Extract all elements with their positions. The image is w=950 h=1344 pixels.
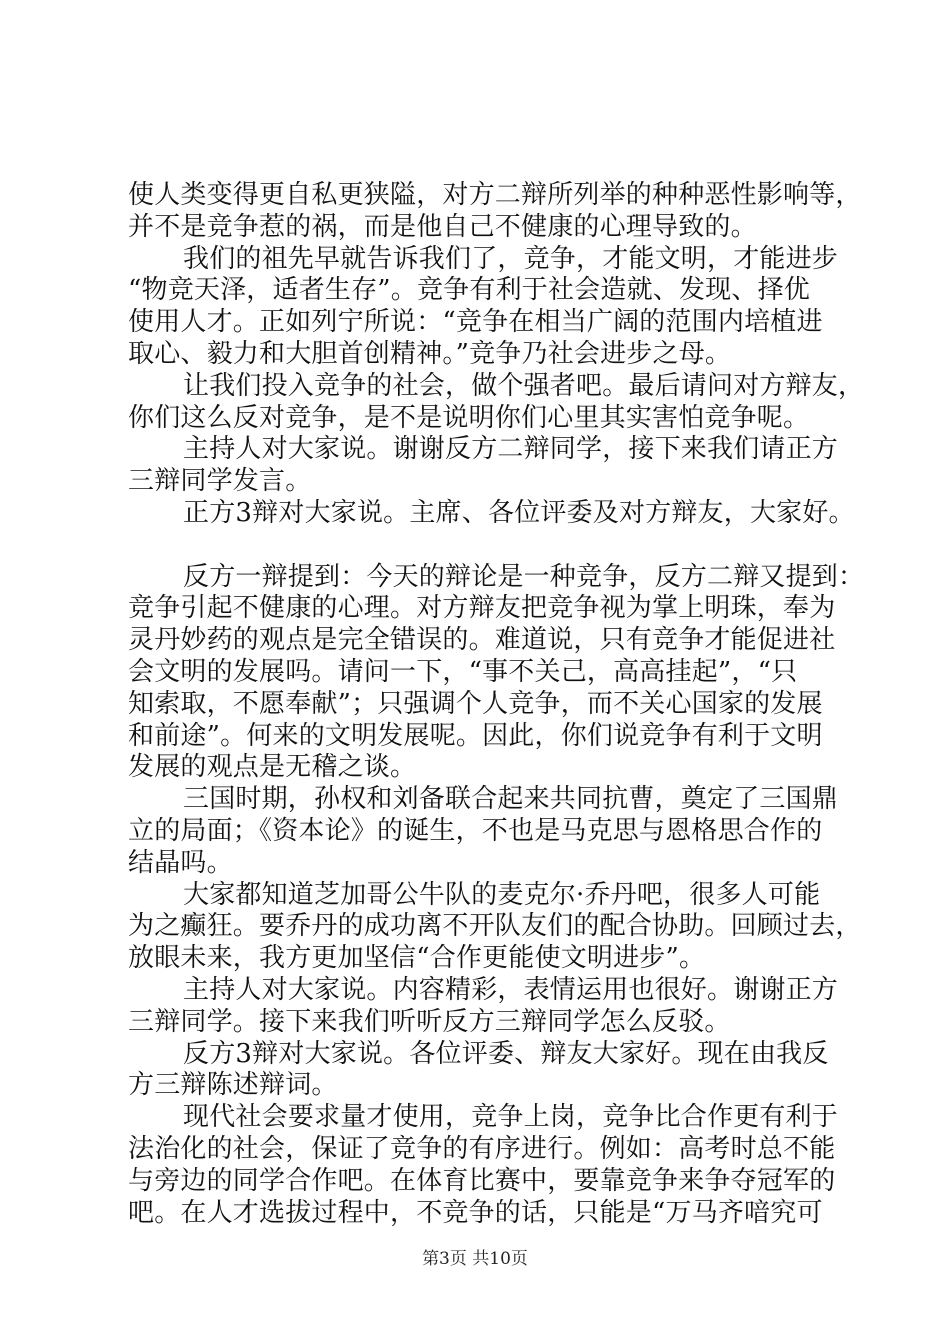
text-line: 三辩同学发言。 — [128, 466, 312, 497]
text-line: 并不是竞争惹的祸，而是他自己不健康的心理导致的。 — [128, 211, 757, 242]
text-line: 主持人对大家说。内容精彩，表情运用也很好。谢谢正方 — [183, 974, 839, 1005]
text-line: 反方一辩提到：今天的辩论是一种竞争，反方二辩又提到： — [183, 561, 865, 592]
text-line: 灵丹妙药的观点是完全错误的。难道说，只有竞争才能促进社 — [128, 625, 836, 656]
text-line: 使人类变得更自私更狭隘，对方二辩所列举的种种恶性影响等， — [128, 180, 862, 210]
text-line: 和前途”。何来的文明发展呢。因此，你们说竞争有利于文明 — [128, 720, 823, 751]
text-line: 三国时期，孙权和刘备联合起来共同抗曹，奠定了三国鼎 — [183, 784, 839, 815]
text-line: 知索取，不愿奉献”；只强调个人竞争，而不关心国家的发展 — [128, 688, 823, 719]
text-line: 主持人对大家说。谢谢反方二辩同学，接下来我们请正方 — [183, 434, 839, 465]
text-line: “物竞天泽，适者生存”。竞争有利于社会造就、发现、择优 — [128, 275, 810, 306]
text-line: 我们的祖先早就告诉我们了，竞争，才能文明，才能进步 — [183, 243, 839, 274]
text-line: 方三辩陈述辩词。 — [128, 1070, 338, 1101]
text-line: 让我们投入竞争的社会，做个强者吧。最后请问对方辩友， — [183, 370, 865, 401]
document-body — [128, 180, 865, 1229]
text-line: 你们这么反对竞争，是不是说明你们心里其实害怕竞争呢。 — [128, 402, 810, 433]
blank-line — [128, 530, 848, 562]
text-line: 放眼未来，我方更加坚信“合作更能使文明进步”。 — [128, 943, 706, 974]
text-line: 正方3辩对大家说。主席、各位评委及对方辩友，大家好。 — [183, 497, 855, 528]
text-line: 取心、毅力和大胆首创精神。”竞争乃社会进步之母。 — [128, 338, 732, 369]
text-line: 使用人才。正如列宁所说：“竞争在相当广阔的范围内培植进 — [128, 307, 823, 338]
text-line: 立的局面；《资本论》的诞生，不也是马克思与恩格思合作的 — [128, 815, 823, 846]
text-line: 反方3辩对大家说。各位评委、辩友大家好。现在由我反 — [183, 1038, 829, 1069]
text-line: 现代社会要求量才使用，竞争上岗，竞争比合作更有利于 — [183, 1102, 839, 1133]
text-line: 为之癫狂。要乔丹的成功离不开队友们的配合协助。回顾过去， — [128, 911, 862, 942]
text-line: 会文明的发展吗。请问一下，“事不关己，高高挂起”，“只 — [128, 656, 798, 687]
text-line: 竞争引起不健康的心理。对方辩友把竞争视为掌上明珠，奉为 — [128, 593, 836, 624]
text-line: 吧。在人才选拔过程中，不竞争的话，只能是“万马齐喑究可 — [128, 1197, 823, 1228]
text-line: 三辩同学。接下来我们听听反方三辩同学怎么反驳。 — [128, 1006, 731, 1037]
text-line: 与旁边的同学合作吧。在体育比赛中，要靠竞争来争夺冠军的 — [128, 1165, 836, 1196]
text-line: 发展的观点是无稽之谈。 — [128, 752, 417, 783]
text-line: 结晶吗。 — [128, 847, 233, 878]
page-footer: 第3页 共10页 — [422, 1249, 528, 1269]
text-line: 大家都知道芝加哥公牛队的麦克尔·乔丹吧，很多人可能 — [183, 879, 821, 910]
text-line: 法治化的社会，保证了竞争的有序进行。例如：高考时总不能 — [128, 1133, 836, 1164]
